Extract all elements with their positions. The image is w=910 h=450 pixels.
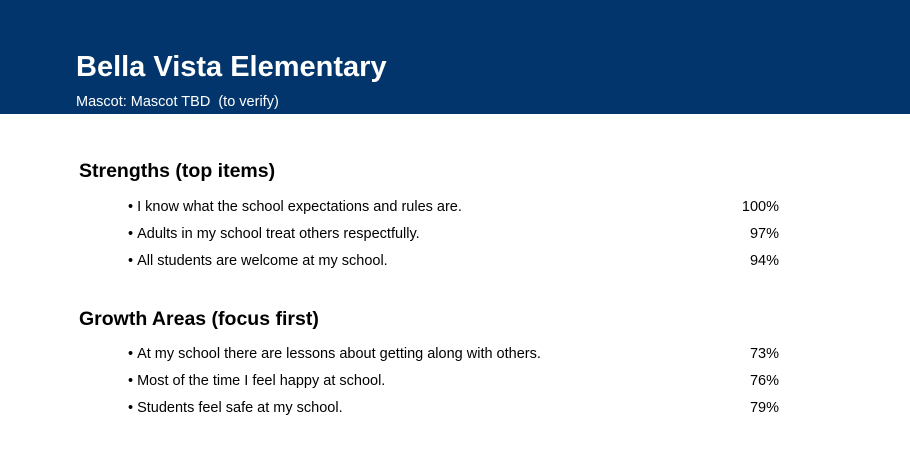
growth-areas-title: Growth Areas (focus first) — [79, 308, 319, 330]
bullet-icon: • — [128, 373, 134, 389]
item-text — [128, 251, 388, 271]
item-text — [128, 344, 541, 364]
item-label: Most of the time I feel happy at school. — [137, 373, 386, 389]
item-percent: 97% — [749, 226, 779, 242]
strengths-title: Strengths (top items) — [79, 160, 276, 182]
item-percent: 94% — [749, 253, 779, 269]
mascot-line: Mascot: Mascot TBD (to verify) — [76, 94, 279, 110]
list-item — [0, 197, 910, 217]
item-label: All students are welcome at my school. — [137, 253, 388, 269]
item-text — [128, 224, 420, 244]
list-item — [0, 224, 910, 244]
school-name: Bella Vista Elementary — [76, 51, 387, 83]
item-percent: 76% — [749, 373, 779, 389]
header-banner — [0, 0, 910, 114]
item-label: At my school there are lessons about getting along with others. — [137, 346, 541, 362]
list-item — [0, 344, 910, 364]
bullet-icon: • — [128, 400, 134, 416]
item-text — [128, 398, 343, 418]
list-item — [0, 251, 910, 271]
bullet-icon: • — [128, 253, 134, 269]
list-item — [0, 371, 910, 391]
item-label: Adults in my school treat others respectfully. — [137, 226, 420, 242]
item-percent: 100% — [741, 199, 779, 215]
item-text — [128, 197, 462, 217]
item-text — [128, 371, 385, 391]
item-label: I know what the school expectations and rules are. — [137, 199, 462, 215]
bullet-icon: • — [128, 199, 134, 215]
bullet-icon: • — [128, 346, 134, 362]
item-percent: 73% — [749, 346, 779, 362]
bullet-icon: • — [128, 226, 134, 242]
item-label: Students feel safe at my school. — [137, 400, 343, 416]
list-item — [0, 398, 910, 418]
item-percent: 79% — [749, 400, 779, 416]
